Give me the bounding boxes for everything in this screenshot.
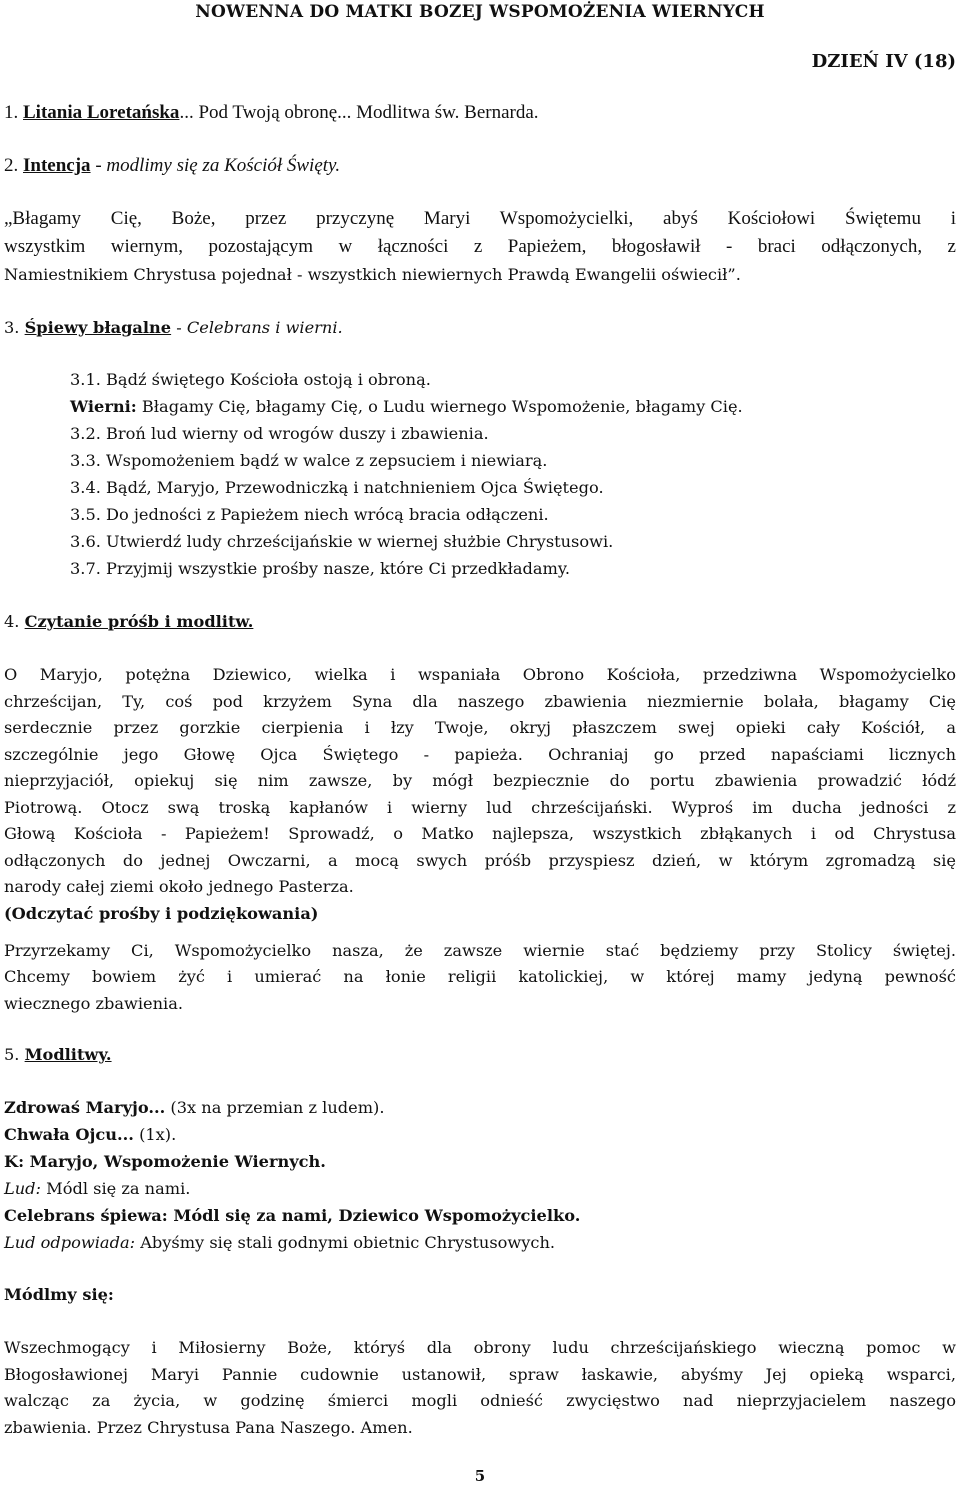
song-item: 3.6. Utwierdź ludy chrześcijańskie w wiernej służbie Chrystusowi. [70,532,614,551]
final-prayer-line: Wszechmogący i Miłosierny Boże, któryś dla obrony ludu chrześcijańskiego wieczną pomoc w [4,1338,956,1357]
final-prayer-line: walcząc za życia, w godzinę śmierci mogli odnieść zwycięstwo nad nieprzyjacielem naszego [4,1391,956,1410]
song-item: 3.3. Wspomożeniem bądź w walce z zepsuciem i niewiarą. [70,451,548,470]
prayer-line: odłączonych do jednej Owczarni, a mocą swych próśb przyspiesz dzień, w którym zgromadzą się [4,851,956,870]
song-item: 3.4. Bądź, Maryjo, Przewodniczką i natchnieniem Ojca Świętego. [70,478,604,497]
let-us-pray: Módlmy się: [4,1285,114,1304]
section-1: 1. Litania Loretańska... Pod Twoją obronę... Modlitwa św. Bernarda. [4,102,539,123]
requests-label: (Odczytać prośby i podziękowania) [4,904,319,923]
song-item: 3.5. Do jedności z Papieżem niech wrócą bracia odłączeni. [70,505,549,524]
section-3: 3. Śpiewy błagalne - Celebrans i wierni. [4,318,343,337]
promise-line: wiecznego zbawienia. [4,994,184,1013]
page-number: 5 [474,1467,486,1485]
reading-heading: Czytanie próśb i modlitw. [24,612,254,631]
intention-line: Namiestnikiem Chrystusa pojednał - wszystkich niewiernych Prawdą Ewangelii oświecił”. [4,265,741,284]
prayer-line: chrześcijan, Ty, coś pod krzyżem Syna dla naszego zbawienia niezmiernie bolała, błagamy Cię [4,692,956,711]
prayer-line: serdecznie przez gorzkie cierpienia i łzy Twoje, okryj płaszczem swej opieki cały Kościół, a [4,718,956,737]
wierni-line: Wierni: Błagamy Cię, błagamy Cię, o Ludu wiernego Wspomożenie, błagamy Cię. [70,397,743,416]
song-item: 3.2. Broń lud wierny od wrogów duszy i zbawienia. [70,424,489,443]
intention-heading: Intencja [23,155,91,176]
section-5: 5. Modlitwy. [4,1045,112,1064]
prayer-line: O Maryjo, potężna Dziewico, wielka i wspaniała Obrono Kościoła, przedziwna Wspomożycielko [4,665,956,684]
prayer-line: Głową Kościoła - Papieżem! Sprowadź, o Matko najlepsza, wszystkich zbłąkanych i od Chrystusa [4,824,956,843]
hail-mary-line: Zdrowaś Maryjo... (3x na przemian z ludem). [4,1098,385,1117]
prayer-line: nieprzyjaciół, opiekuj się nim zawsze, by mógł bezpiecznie do portu zbawienia prowadzić łódź [4,771,956,790]
k-line: K: Maryjo, Wspomożenie Wiernych. [4,1152,326,1171]
lud-line: Lud: Módl się za nami. [4,1179,191,1198]
lud-response-line: Lud odpowiada: Abyśmy się stali godnymi obietnic Chrystusowych. [4,1233,556,1252]
prayer-line: szczególnie jego Głowę Ojca Świętego - papieża. Ochraniaj go przed napaściami licznych [4,745,956,764]
prayers-heading: Modlitwy. [24,1045,112,1064]
final-prayer-line: Błogosławionej Maryi Pannie cudownie ustanowił, spraw łaskawie, abyśmy Jej opieką wsparci, [4,1365,956,1384]
prayer-line: Piotrową. Otocz swą troską kapłanów i wierny lud chrześcijański. Wyproś im ducha jedności z [4,798,956,817]
glory-line: Chwała Ojcu... (1x). [4,1125,177,1144]
day-label: DZIEŃ IV (18) [811,51,956,72]
section-2: 2. Intencja - modlimy się za Kościół Święty. [4,155,341,176]
document-title: NOWENNA DO MATKI BOZEJ WSPOMOŻENIA WIERNYCH [195,2,765,22]
section-4: 4. Czytanie próśb i modlitw. [4,612,254,631]
promise-line: Przyrzekamy Ci, Wspomożycielko nasza, że zawsze wiernie stać będziemy przy Stolicy świętej. [4,941,956,960]
song-item: 3.7. Przyjmij wszystkie prośby nasze, które Ci przedkładamy. [70,559,571,578]
litany-link: Litania Loretańska [23,102,180,123]
promise-line: Chcemy bowiem żyć i umierać na łonie religii katolickiej, w której mamy jedyną pewność [4,967,956,986]
prayer-line: narody całej ziemi około jednego Pasterza. [4,877,354,896]
song-item: 3.1. Bądź świętego Kościoła ostoją i obroną. [70,370,431,389]
intention-line: wszystkim wiernym, pozostającym w łączności z Papieżem, błogosławił - braci odłączonych, z [4,236,956,257]
songs-heading: Śpiewy błagalne [24,318,172,337]
final-prayer-line: zbawienia. Przez Chrystusa Pana Naszego. Amen. [4,1418,413,1437]
intention-line: „Błagamy Cię, Boże, przez przyczynę Maryi Wspomożycielki, abyś Kościołowi Świętemu i [4,208,956,229]
celebrans-line: Celebrans śpiewa: Módl się za nami, Dziewico Wspomożycielko. [4,1206,581,1225]
